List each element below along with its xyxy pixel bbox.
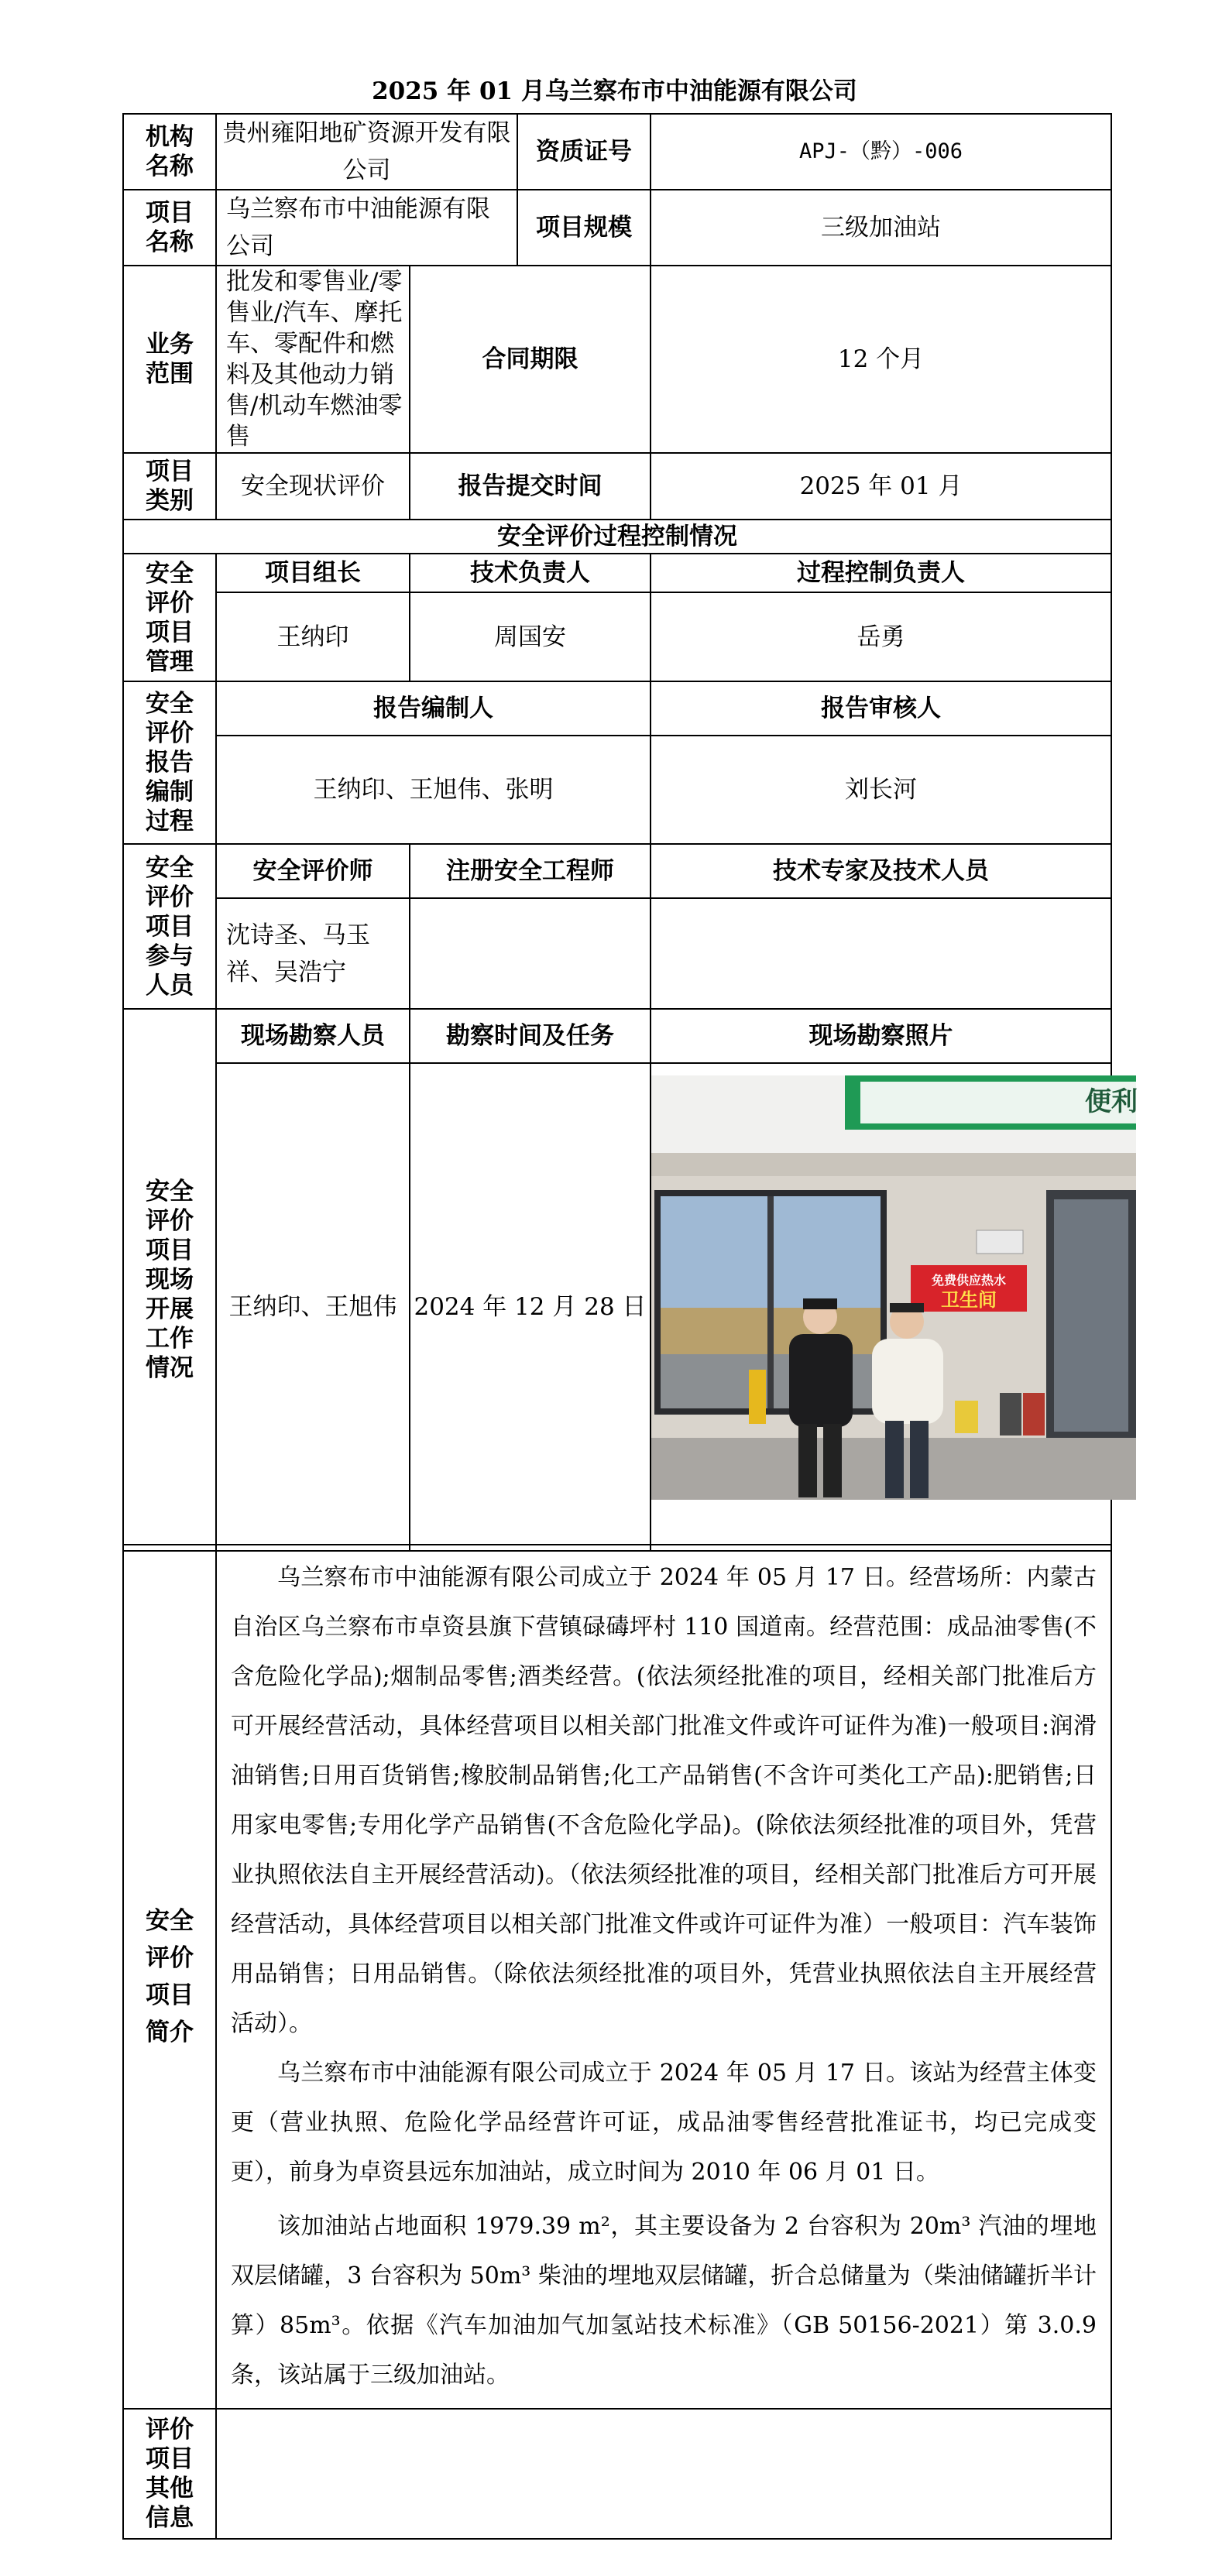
row-organization (123, 114, 1111, 190)
row-site-header (123, 1009, 1111, 1063)
row-scope (123, 266, 1111, 453)
intro-paragraph-3: 该加油站占地面积 1979.39 m²，其主要设备为 2 台容积为 20m³ 汽油的埋地双层储罐，3 台容积为 50m³ 柴油的埋地双层储罐，折合总储量为（柴油储罐折半计算）85m³。依据《汽车加油加气加氢站技术标准》（GB 50156-2021）第 3.0.9 条，该站属于三级加油站。 (231, 2213, 1097, 2389)
person2-hair (890, 1303, 924, 1312)
document-title: 2025 年 01 月乌兰察布市中油能源有限公司 (372, 77, 857, 105)
bin-red (1023, 1393, 1045, 1435)
header-tech-lead: 技术负责人 (410, 554, 651, 592)
yellow-extinguisher-left (749, 1370, 766, 1424)
other-info-value (216, 2409, 1111, 2539)
submit-label: 报告提交时间 (410, 453, 651, 520)
brand-logo-text: 便利 (1085, 1086, 1138, 1117)
process-section-title: 安全评价过程控制情况 (123, 520, 1111, 554)
survey-time-value: 2024 年 12 月 28 日 (410, 1063, 651, 1551)
org-label: 机构 名称 (123, 114, 216, 190)
site-label: 安全 评价 项目 现场 开展 工作 情况 (123, 1009, 216, 1551)
site-survey-photo (651, 1075, 1136, 1500)
row-other-info (123, 2409, 1111, 2539)
org-value: 贵州雍阳地矿资源开发有限公司 (216, 114, 517, 190)
scope-value: 批发和零售业/零售业/汽车、摩托车、零配件和燃料及其他动力销售/机动车燃油零售 (216, 266, 410, 453)
qual-label: 资质证号 (517, 114, 651, 190)
row-report-header (123, 681, 1111, 736)
row-intro (123, 1545, 1111, 2409)
management-label: 安全 评价 项目 管理 (123, 554, 216, 681)
yellow-canister (955, 1401, 978, 1433)
row-management-values (123, 592, 1111, 681)
bin-dark (1000, 1393, 1021, 1435)
contract-label: 合同期限 (410, 266, 651, 453)
wall-plaque (977, 1230, 1023, 1254)
other-info-label: 评价 项目 其他 信息 (123, 2409, 216, 2539)
report-author-value: 王纳印、王旭伟、张明 (216, 736, 651, 844)
row-participants-values (123, 898, 1111, 1009)
intro-label: 安全 评价 项目 简介 (123, 1545, 216, 2409)
header-evaluator: 安全评价师 (216, 844, 410, 898)
tech-lead-value: 周国安 (410, 592, 651, 681)
header-team-leader: 项目组长 (216, 554, 410, 592)
window-mullion (767, 1196, 774, 1408)
sign-line1: 免费供应热水 (932, 1273, 1007, 1288)
scale-label: 项目规模 (517, 190, 651, 266)
type-value: 安全现状评价 (216, 453, 410, 520)
header-report-author: 报告编制人 (216, 681, 651, 736)
header-survey-time: 勘察时间及任务 (410, 1009, 651, 1063)
project-label: 项目 名称 (123, 190, 216, 266)
safety-engineer-value (410, 898, 651, 1009)
tech-experts-value (651, 898, 1111, 1009)
contract-value: 12 个月 (651, 266, 1111, 453)
right-door-glass (1054, 1199, 1128, 1432)
sign-line2: 卫生间 (941, 1289, 997, 1311)
team-leader-value: 王纳印 (216, 592, 410, 681)
header-report-reviewer: 报告审核人 (651, 681, 1111, 736)
person1-jacket (789, 1334, 853, 1427)
row-type (123, 453, 1111, 520)
report-reviewer-value: 刘长河 (651, 736, 1111, 844)
row-project (123, 190, 1111, 266)
project-intro-table (122, 1544, 1112, 2540)
site-photo-cell (651, 1063, 1138, 1551)
site-staff-value: 王纳印、王旭伟 (216, 1063, 410, 1551)
process-control-value: 岳勇 (651, 592, 1111, 681)
evaluation-info-grid (122, 113, 1138, 1552)
participants-label: 安全 评价 项目 参与 人员 (123, 844, 216, 1009)
report-label: 安全 评价 报告 编制 过程 (123, 681, 216, 844)
person2-leg-right (910, 1421, 929, 1498)
header-process-control: 过程控制负责人 (651, 554, 1111, 592)
header-site-staff: 现场勘察人员 (216, 1009, 410, 1063)
qual-value: APJ-（黔）-006 (651, 114, 1111, 190)
person1-hair (803, 1298, 837, 1309)
evaluator-value: 沈诗圣、马玉祥、吴浩宁 (216, 898, 410, 1009)
row-section-title (123, 520, 1111, 554)
row-report-values (123, 736, 1111, 844)
scale-value: 三级加油站 (651, 190, 1111, 266)
intro-paragraph-1: 乌兰察布市中油能源有限公司成立于 2024 年 05 月 17 日。经营场所：内蒙古自治区乌兰察布市卓资县旗下营镇碌碡坪村 110 国道南。经营范围：成品油零售(不含危险化学品);烟制品零售;酒类经营。(依法须经批准的项目，经相关部门批准后方可开展经营活动，具体经营项目以相关部门批准文件或许可证件为准)一般项目:润滑油销售;日用百货销售;橡胶制品销售;化工产品销售(不含许可类化工产品):肥销售;日用家电零售;专用化学产品销售(不含危险化学品)。(除依法须经批准的项目外，凭营业执照依法自主开展经营活动)。（依法须经批准的项目，经相关部门批准后方可开展经营活动，具体经营项目以相关部门批准文件或许可证件为准）一般项目：汽车装饰用品销售；日用品销售。（除依法须经批准的项目外，凭营业执照依法自主开展经营活动）。 (231, 1564, 1097, 2037)
header-tech-experts: 技术专家及技术人员 (651, 844, 1111, 898)
row-site-values (123, 1063, 1111, 1551)
scope-label: 业务 范围 (123, 266, 216, 453)
submit-value: 2025 年 01 月 (651, 453, 1111, 520)
row-participants-header (123, 844, 1111, 898)
intro-content (216, 1545, 1111, 2409)
person1-leg-left (798, 1424, 817, 1497)
project-value: 乌兰察布市中油能源有限公司 (216, 190, 517, 266)
header-site-photo: 现场勘察照片 (651, 1009, 1111, 1063)
header-safety-engineer: 注册安全工程师 (410, 844, 651, 898)
person2-leg-left (885, 1421, 904, 1498)
intro-paragraph-2: 乌兰察布市中油能源有限公司成立于 2024 年 05 月 17 日。该站为经营主体变更（营业执照、危险化学品经营许可证，成品油零售经营批准证书，均已完成变更），前身为卓资县远东加油站，成立时间为 2010 年 06 月 01 日。 (231, 2060, 1097, 2186)
row-management-header (123, 554, 1111, 592)
type-label: 项目 类别 (123, 453, 216, 520)
wall-band (651, 1153, 1136, 1176)
person2-jacket (872, 1339, 943, 1424)
person1-leg-right (823, 1424, 842, 1497)
